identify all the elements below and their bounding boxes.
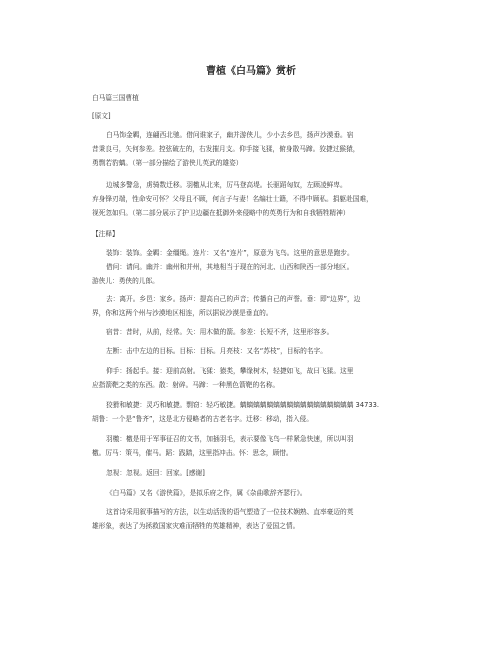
text-line: 勇剽若豹螭。（第一部分描绘了游侠儿英武的雄姿） <box>92 159 243 167</box>
note-paragraph <box>92 246 422 288</box>
text-line: 游侠儿：勇侠的儿郎。 <box>92 277 159 285</box>
text-line: 装饰：装饰。金羁：金缰绳。连片：又名“连片”，原意为飞鸟。这里的意思是跑步。 <box>106 249 354 257</box>
note-paragraph <box>92 292 422 320</box>
note-paragraph <box>92 364 422 392</box>
document-title: 曹植《白马篇》赏析 <box>206 66 296 77</box>
note-paragraph <box>92 325 422 339</box>
text-line: 借问：请问。幽并：幽州和并州，其地相当于现在的河北、山西和陕西一部分地区。 <box>106 263 354 271</box>
text-line: 应指箭靶之类的东西。散：射碎。马蹄：一种黑色箭靶的名称。 <box>92 381 280 389</box>
subtitle-paragraph <box>92 91 422 105</box>
section-heading-notes <box>92 227 422 241</box>
text-line: 白马饰金羁，连翩西北驰。借问谁家子，幽并游侠儿，少小去乡邑，扬声沙漠垂。宿 <box>106 131 354 139</box>
text-line: 檄。厉马：策马，催马。蹈：践踏，这里指冲击。怀：思念，顾惜。 <box>92 449 293 457</box>
text-line: 视死忽如归。（第二部分展示了护卫边疆在抵御外来侵略中的英勇行为和自我牺牲精神） <box>92 209 350 217</box>
poem-part-two <box>92 178 422 220</box>
text-line: 羽檄：檄是用于军事征召的文书，加插羽毛，表示要像飞鸟一样紧急快速，所以叫羽 <box>106 435 354 443</box>
text-line: 弃身锋刃端，性命安可怀？父母且不顾，何言子与妻！名编壮士籍，不得中顾私。捐躯赴国难， <box>92 195 373 203</box>
appreciation-paragraph <box>92 486 422 500</box>
text-line: 边城多警急，虏骑数迁移。羽檄从北来，厉马登高堤。长驱蹈匈奴，左顾凌鲜卑。 <box>106 181 347 189</box>
text-line: 胡鲁：一个是“鲁齐”，这是北方侵略者的古老名字。迁移：移动，指入侵。 <box>92 415 313 423</box>
section-heading-original <box>92 109 422 123</box>
appreciation-paragraph <box>92 505 422 533</box>
text-line: 去：离开。乡邑：家乡。扬声：提高自己的声音；传播自己的声誉。垂：即“边界”，边 <box>106 295 361 303</box>
note-paragraph <box>92 466 422 480</box>
text-line: 【注释】 <box>92 230 119 238</box>
text-line: 昔秉良弓，矢何参差。控弦破左的，右发摧月支。仰手接飞猱，俯身散马蹄。狡捷过猴猿， <box>92 145 360 153</box>
text-line: 界，你和这两个州与沙漠地区相连，所以据说沙漠是垂直的。 <box>92 309 273 317</box>
text-line: 《白马篇》又名《游侠篇》，是拟乐府之作，属《杂曲歌辞齐瑟行》。 <box>106 489 307 497</box>
note-paragraph <box>92 432 422 460</box>
text-line: [原文] <box>92 112 111 120</box>
note-paragraph <box>92 344 422 358</box>
poem-part-one <box>92 128 422 170</box>
text-line: 狡猾和敏捷：灵巧和敏捷。剽窃：轻巧敏捷。螭螭螭螭螭螭螭螭螭螭螭螭螭螭螭螭螭 34733. <box>106 401 379 409</box>
text-line: 白马篇三国曹植 <box>92 94 139 102</box>
text-line: 仰手：扬起手。接：迎前高射。飞猱：猿类，攀缘树木，轻捷如飞，故曰飞猱。这里 <box>106 367 354 375</box>
text-line: 这首诗采用叙事描写的方法，以生动活泼的语气塑造了一位技术娴熟、直率豪迈的英 <box>106 508 354 516</box>
text-line: 宿昔：昔时，从前，经常。矢：用木做的箭。参差：长短不齐，这里形容多。 <box>106 328 334 336</box>
text-line: 忽视：忽视。返回：回家。[感谢] <box>106 469 205 477</box>
text-line: 左断：击中左边的目标。目标：目标。月亮枝：又名“苏枝”，目标的名字。 <box>106 347 327 355</box>
text-line: 雄形象，表达了为拯救国家灾难而牺牲的英雄精神，表达了爱国之情。 <box>92 522 300 530</box>
note-paragraph <box>92 398 422 426</box>
